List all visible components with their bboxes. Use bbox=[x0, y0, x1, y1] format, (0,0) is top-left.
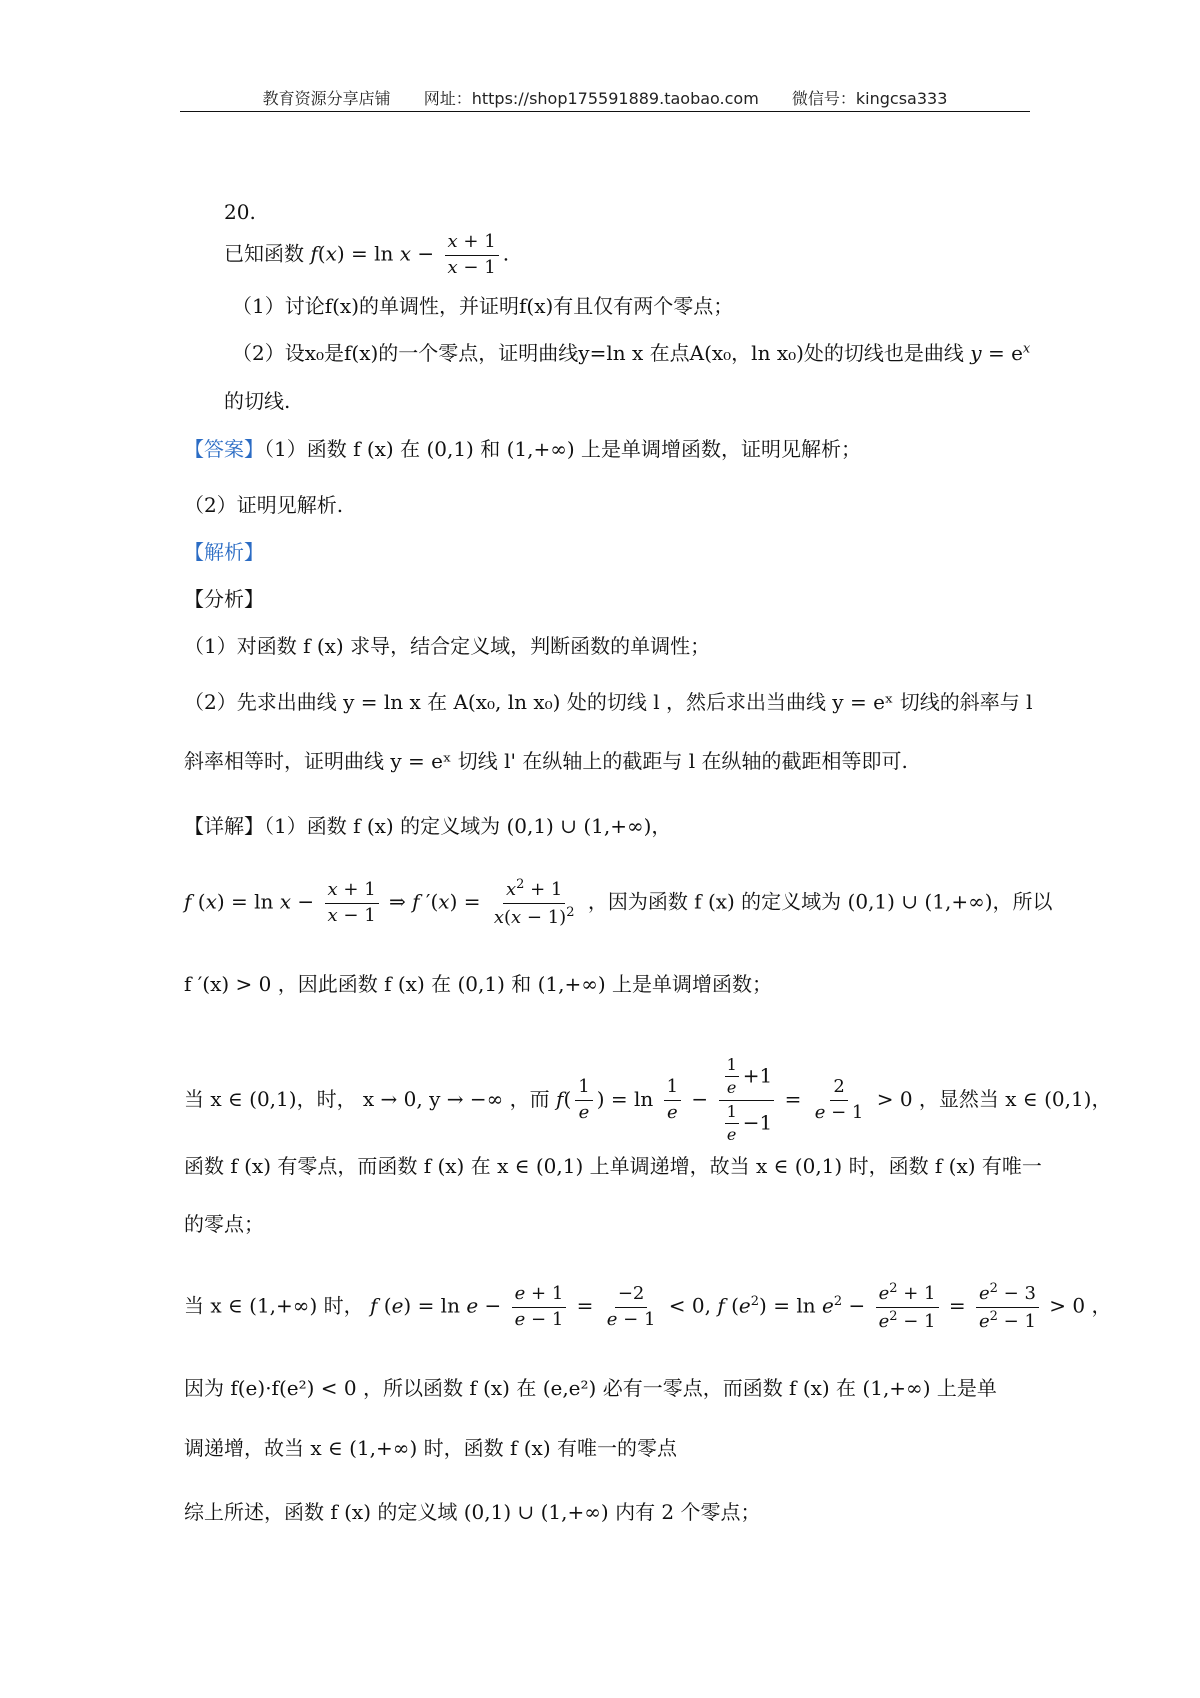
header-rule bbox=[180, 111, 1030, 112]
problem-number: 20. bbox=[224, 200, 256, 224]
problem-part1: （1）讨论f(x)的单调性，并证明f(x)有且仅有两个零点； bbox=[232, 294, 734, 318]
analysis-step-3: 斜率相等时，证明曲线 y = eˣ 切线 l' 在纵轴上的截距与 l 在纵轴的截距相等即可. bbox=[184, 749, 908, 773]
answer-line-2: （2）证明见解析. bbox=[184, 493, 344, 517]
analysis-sub-tag: 【分析】 bbox=[184, 587, 264, 611]
detail-derivative: f (x) = ln x − $\frac{x + 1}{x - 1}$ ⇒ f ′(x) = $\frac{x^2 + 1}{x(x - 1)^2}$ ，因为函数 f (x) 的定义域为 (0,1) ∪ (1,+∞)，所以 bbox=[184, 877, 1053, 928]
answer-line-1: 【答案】（1）函数 f (x) 在 (0,1) 和 (1,+∞) 上是单调增函数，证明见解析； bbox=[184, 437, 862, 461]
header-shop: 教育资源分享店铺 bbox=[262, 89, 391, 108]
detail-tag: 【详解】 bbox=[184, 814, 264, 838]
detail-line-1: 【详解】（1）函数 f (x) 的定义域为 (0,1) ∪ (1,+∞)， bbox=[184, 814, 672, 838]
problem-part2: （2）设x₀是f(x)的一个零点，证明曲线y=ln x 在点A(x₀，ln x₀)处的切线也是曲线 $y = e^x$ bbox=[232, 341, 1031, 365]
analysis-step-1: （1）对函数 f (x) 求导，结合定义域，判断函数的单调性； bbox=[184, 634, 711, 658]
detail-line-9: 调递增，故当 x ∈ (1,+∞) 时，函数 f (x) 有唯一的零点 bbox=[184, 1436, 677, 1460]
analysis-tag: 【解析】 bbox=[184, 540, 264, 564]
detail-line-6: 的零点； bbox=[184, 1212, 264, 1236]
detail-line-8: 因为 f(e)·f(e²) < 0 ，所以函数 f (x) 在 (e,e²) 必有一零点，而函数 f (x) 在 (1,+∞) 上是单 bbox=[184, 1376, 997, 1400]
detail-line-10: 综上所述，函数 f (x) 的定义域 (0,1) ∪ (1,+∞) 内有 2 个零点； bbox=[184, 1500, 761, 1524]
analysis-step-2: （2）先求出曲线 y = ln x 在 A(x₀, ln x₀) 处的切线 l ，然后求出当曲线 y = eˣ 切线的斜率与 l bbox=[184, 690, 1033, 714]
detail-line-4: 当 x ∈ (0,1)，时， x → 0, y → −∞ ，而 f( $\frac{1}{e}$ ) = ln $\frac{1}{e}$ − $\frac{1}{e}$ +1 $\frac{1}{e}$ −1 = $\frac{2}{e - 1}$ > 0 ，显然当 x ∈ (0,1)， bbox=[184, 1055, 1112, 1145]
detail-line-5: 函数 f (x) 有零点，而函数 f (x) 在 x ∈ (0,1) 上单调递增，故当 x ∈ (0,1) 时，函数 f (x) 有唯一 bbox=[184, 1154, 1042, 1178]
answer-tag: 【答案】 bbox=[184, 437, 264, 461]
detail-line-3: f ′(x) > 0 ，因此函数 f (x) 在 (0,1) 和 (1,+∞) 上是单调增函数； bbox=[184, 972, 773, 996]
page-header bbox=[180, 86, 1030, 109]
header-wechat: 微信号：kingcsa333 bbox=[791, 89, 948, 108]
header-url[interactable]: 网址：https://shop175591889.taobao.com bbox=[423, 89, 759, 108]
problem-statement: 已知函数 f(x) = ln x − $\frac{x + 1}{x - 1}$ . bbox=[224, 231, 510, 278]
problem-part2-tail: 的切线. bbox=[224, 389, 291, 413]
detail-line-7: 当 x ∈ (1,+∞) 时， f (e) = ln e − $\frac{e + 1}{e - 1}$ = $\frac{-2}{e - 1}$ < 0, f $(e^2) = \ln e^2$ − $\frac{e^2 + 1}{e^2 - 1}$ = $\frac{e^2 - 3}{e^2 - 1}$ > 0 ， bbox=[184, 1281, 1112, 1332]
problem-intro: 已知函数 bbox=[224, 241, 304, 266]
fraction: $\frac{x + 1}{x - 1}$ bbox=[445, 232, 499, 278]
